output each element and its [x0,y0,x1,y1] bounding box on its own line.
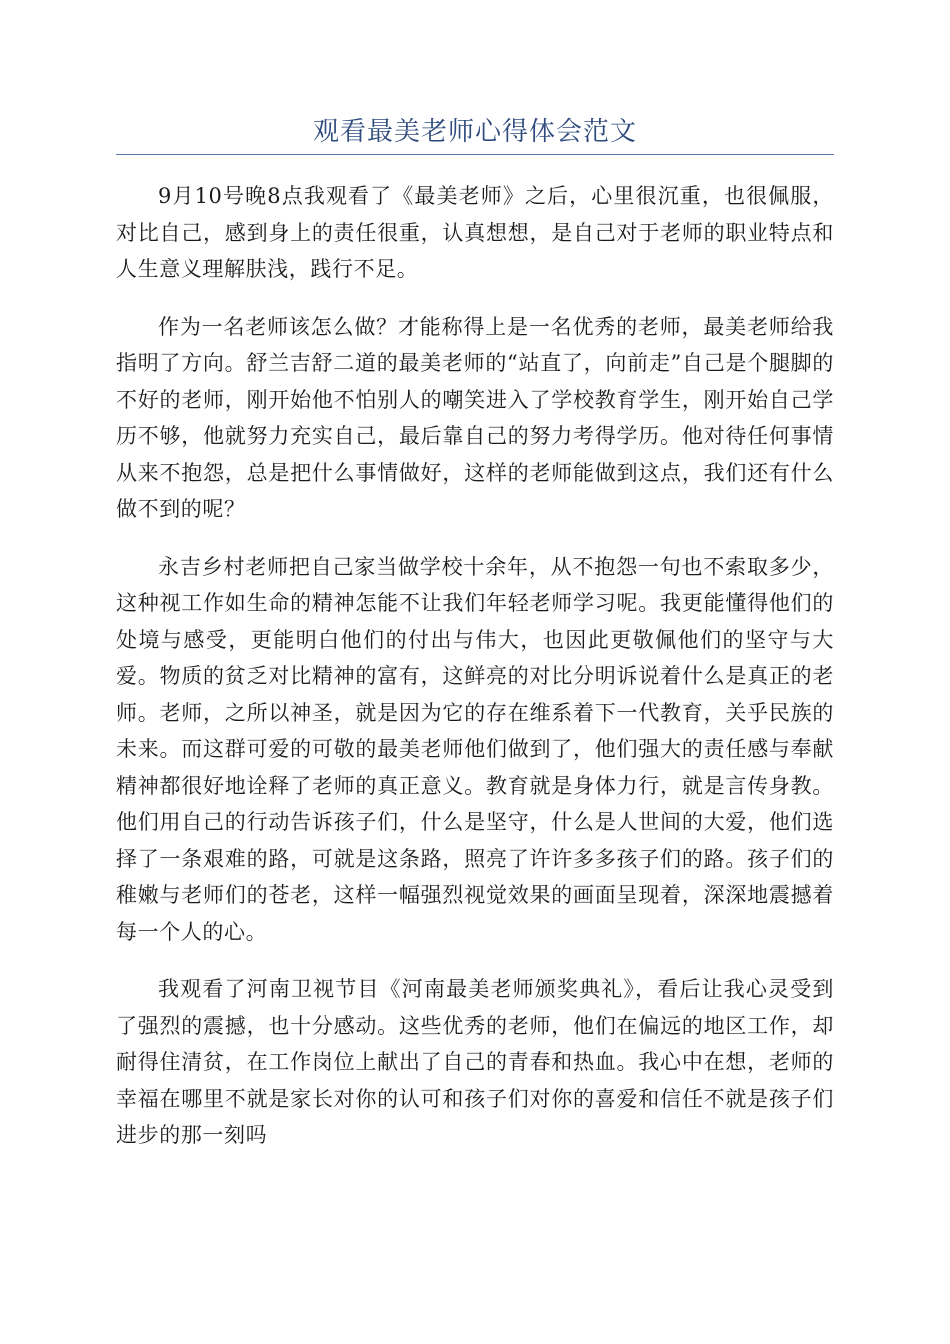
title-underline [116,154,834,155]
paragraph: 我观看了河南卫视节目《河南最美老师颁奖典礼》，看后让我心灵受到了强烈的震撼，也十分感动。这些优秀的老师，他们在偏远的地区工作，却耐得住清贫，在工作岗位上献出了自己的青春和热血。我心中在想，老师的幸福在哪里不就是家长对你的认可和孩子们对你的喜爱和信任不就是孩子们进步的那一刻吗 [116,977,834,1147]
document-title: 观看最美老师心得体会范文 [312,117,637,147]
document-body [116,178,834,1175]
paragraph: 9月10号晚8点我观看了《最美老师》之后，心里很沉重，也很佩服，对比自己，感到身上的责任很重，认真想想，是自己对于老师的职业特点和人生意义理解肤浅，践行不足。 [116,184,834,281]
paragraph: 永吉乡村老师把自己家当做学校十余年，从不抱怨一句也不索取多少，这种视工作如生命的精神怎能不让我们年轻老师学习呢。我更能懂得他们的处境与感受，更能明白他们的付出与伟大，也因此更敬佩他们的坚守与大爱。物质的贫乏对比精神的富有，这鲜亮的对比分明诉说着什么是真正的老师。老师，之所以神圣，就是因为它的存在维系着下一代教育，关乎民族的未来。而这群可爱的可敬的最美老师他们做到了，他们强大的责任感与奉献精神都很好地诠释了老师的真正意义。教育就是身体力行，就是言传身教。他们用自己的行动告诉孩子们，什么是坚守，什么是人世间的大爱，他们选择了一条艰难的路，可就是这条路，照亮了许许多多孩子们的路。孩子们的稚嫩与老师们的苍老，这样一幅强烈视觉效果的画面呈现着，深深地震撼着每一个人的心。 [116,554,834,944]
paragraph: 作为一名老师该怎么做？才能称得上是一名优秀的老师，最美老师给我指明了方向。舒兰吉舒二道的最美老师的“站直了，向前走”自己是个腿脚的不好的老师，刚开始他不怕别人的嘲笑进入了学校教育学生，刚开始自己学历不够，他就努力充实自己，最后靠自己的努力考得学历。他对待任何事情从来不抱怨，总是把什么事情做好，这样的老师能做到这点，我们还有什么做不到的呢？ [116,314,834,521]
